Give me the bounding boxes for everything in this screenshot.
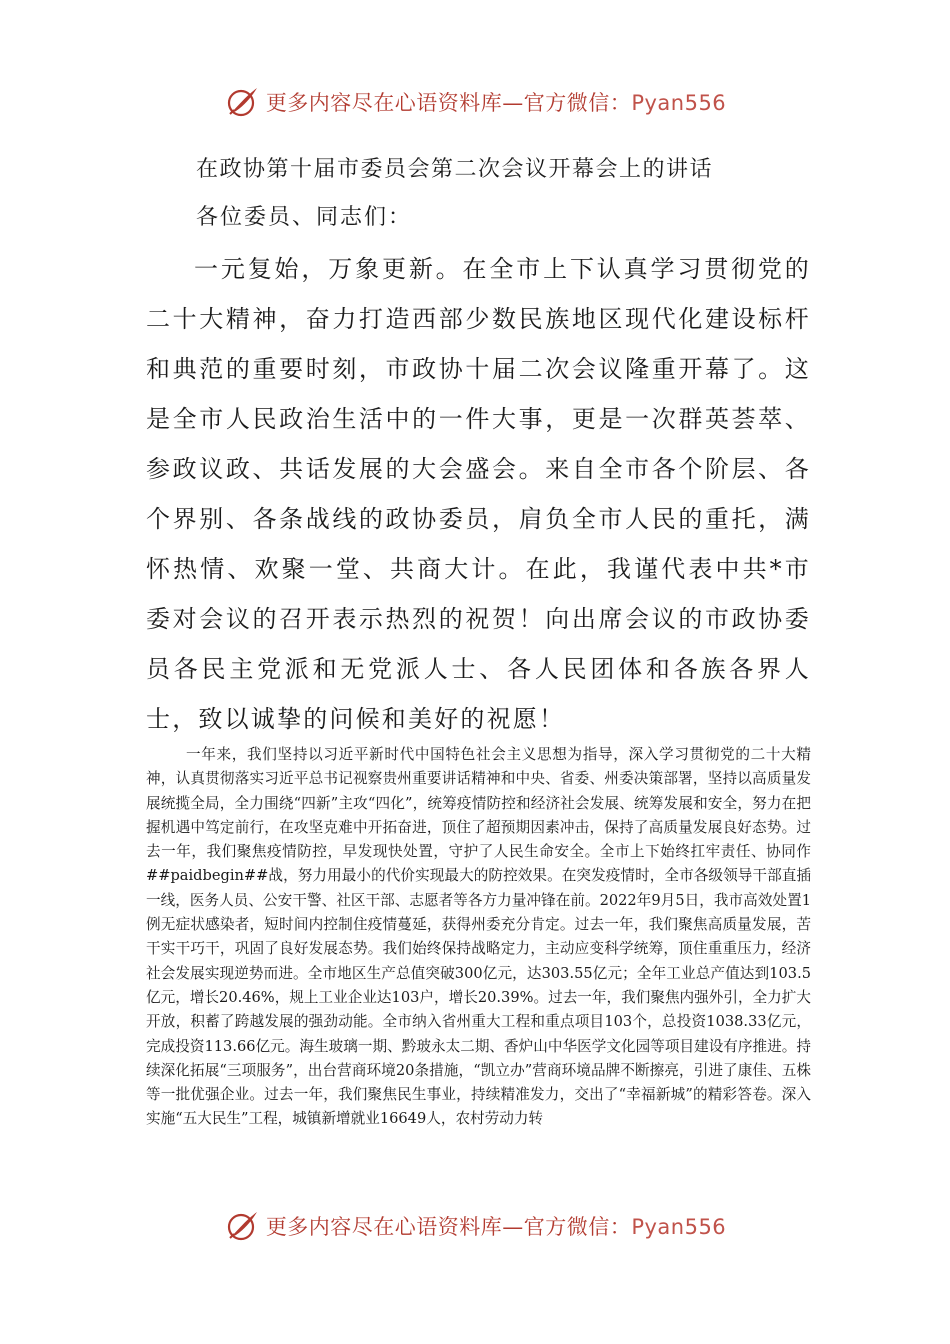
document-title: 在政协第十届市委员会第二次会议开幕会上的讲话: [196, 157, 714, 182]
salutation: 各位委员、同志们：: [196, 205, 413, 230]
watermark-banner-top: [0, 82, 950, 122]
quill-pen-logo-icon: [224, 84, 260, 120]
banner-content: [224, 1208, 726, 1244]
watermark-banner-bottom: [0, 1206, 950, 1246]
banner-content: [224, 84, 726, 120]
body-paragraph: 一年来，我们坚持以习近平新时代中国特色社会主义思想为指导，深入学习贯彻党的二十大精神，认真贯彻落实习近平总书记视察贵州重要讲话精神和中央、省委、州委决策部署，坚持以高质量发展统揽全局，全力围绕“四新”主攻“四化”，统筹疫情防控和经济社会发展、统筹发展和安全，努力在把握机遇中笃定前行，在攻坚克难中开拓奋进，顶住了超预期因素冲击，保持了高质量发展良好态势。过去一年，我们聚焦疫情防控，早发现快处置，守护了人民生命安全。全市上下始终扛牢责任、协同作##paidbegin##战，努力用最小的代价实现最大的防控效果。在突发疫情时，全市各级领导干部直插一线，医务人员、公安干警、社区干部、志愿者等各方力量冲锋在前。2022年9月5日，我市高效处置1例无症状感染者，短时间内控制住疫情蔓延，获得州委充分肯定。过去一年，我们聚焦高质量发展，苦干实干巧干，巩固了良好发展态势。我们始终保持战略定力，主动应变科学统筹，顶住重重压力，经济社会发展实现逆势而进。全市地区生产总值突破300亿元，达303.55亿元；全年工业总产值达到103.5亿元，增长20.46%，规上工业企业达103户，增长20.39%。过去一年，我们聚焦内强外引，全力扩大开放，积蓄了跨越发展的强劲动能。全市纳入省州重大工程和重点项目103个，总投资1038.33亿元，完成投资113.66亿元。海生玻璃一期、黔玻永太二期、香炉山中华医学文化园等项目建设有序推进。持续深化拓展“三项服务”，出台营商环境20条措施，“凯立办”营商环境品牌不断擦亮，引进了康佳、五株等一批优强企业。过去一年，我们聚焦民生事业，持续精准发力，交出了“幸福新城”的精彩答卷。深入实施“五大民生”工程，城镇新增就业16649人，农村劳动力转: [146, 746, 811, 1128]
opening-paragraph: 一元复始，万象更新。在全市上下认真学习贯彻党的二十大精神，奋力打造西部少数民族地区现代化建设标杆和典范的重要时刻，市政协十届二次会议隆重开幕了。这是全市人民政治生活中的一件大事，更是一次群英荟萃、参政议政、共话发展的大会盛会。来自全市各个阶层、各个界别、各条战线的政协委员，肩负全市人民的重托，满怀热情、欢聚一堂、共商大计。在此，我谨代表中共*市委对会议的召开表示热烈的祝贺！向出席会议的市政协委员各民主党派和无党派人士、各人民团体和各族各界人士，致以诚挚的问候和美好的祝愿！: [146, 255, 811, 733]
banner-site-text: 更多内容尽在心语资料库—官方微信：: [265, 91, 632, 115]
banner-wechat-id: Pyan556: [631, 91, 727, 115]
banner-text: [266, 1211, 726, 1241]
banner-wechat-id: Pyan556: [631, 1215, 727, 1239]
banner-site-text: 更多内容尽在心语资料库—官方微信：: [265, 1215, 632, 1239]
quill-pen-logo-icon: [224, 1208, 260, 1244]
banner-text: [266, 87, 726, 117]
